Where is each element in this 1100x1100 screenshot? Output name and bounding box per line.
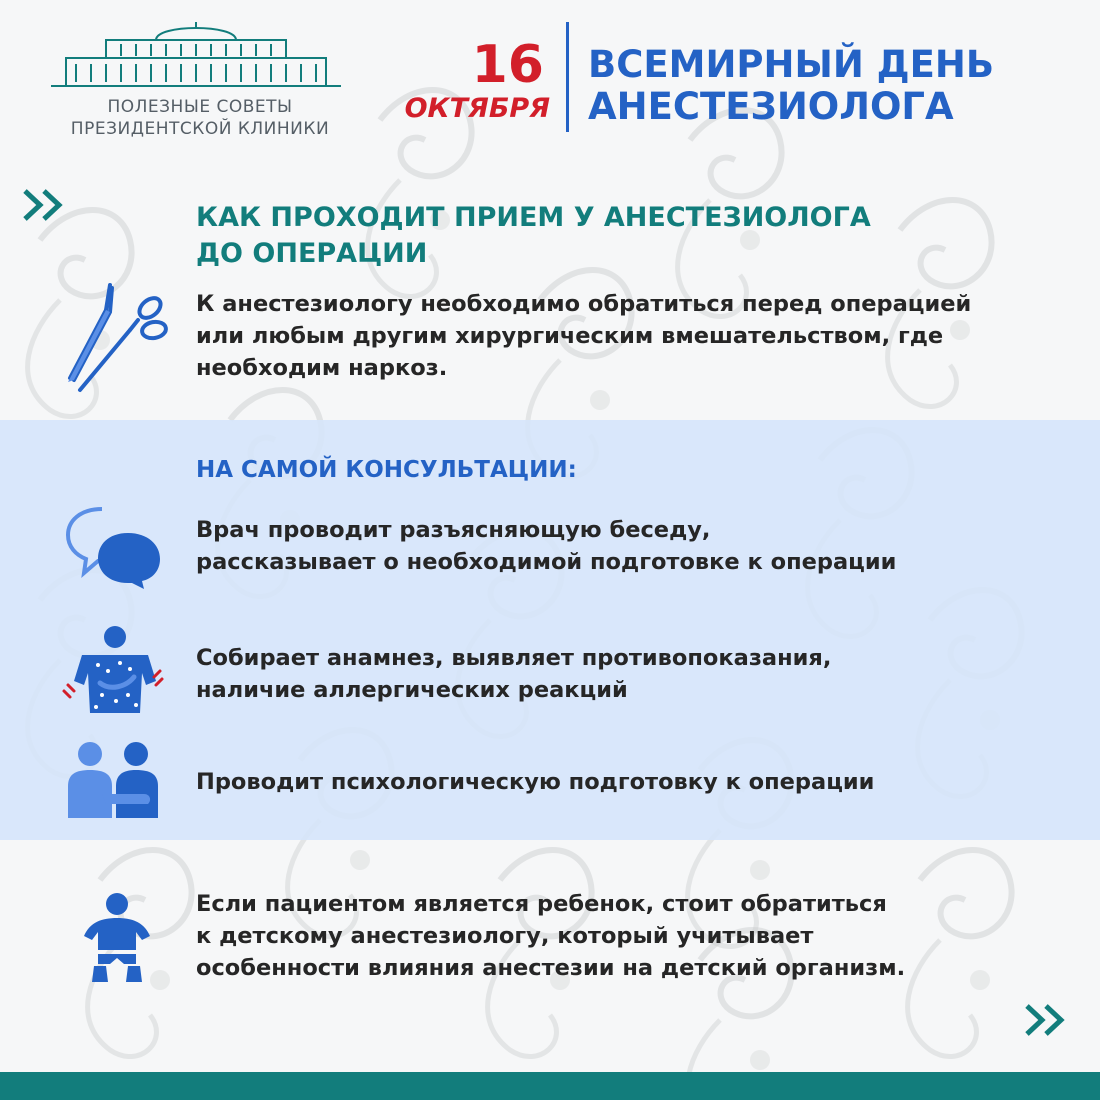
double-chevron-icon: [20, 185, 70, 225]
consultation-heading: НА САМОЙ КОНСУЛЬТАЦИИ:: [196, 457, 577, 483]
building-logo-icon: [46, 18, 346, 90]
next-chevron-icon[interactable]: [1022, 1000, 1072, 1040]
allergy-person-icon: [60, 625, 165, 715]
consultation-item-2: Собирает анамнез, выявляет противопоказания, наличие аллергических реакций: [196, 645, 832, 703]
support-people-icon: [62, 740, 162, 820]
bottom-bar: [0, 1072, 1100, 1100]
clinic-name-line-1: ПОЛЕЗНЫЕ СОВЕТЫ: [107, 97, 293, 117]
consultation-item-1: Врач проводит разъясняющую беседу, рассказывает о необходимой подготовке к операции: [196, 517, 897, 575]
section-heading: КАК ПРОХОДИТ ПРИЕМ У АНЕСТЕЗИОЛОГА ДО ОПЕРАЦИИ: [196, 202, 871, 269]
header-divider: [566, 22, 569, 132]
chat-bubbles-icon: [64, 505, 164, 590]
date-month: ОКТЯБРЯ: [404, 93, 550, 124]
child-note-text: Если пациентом является ребенок, стоит обратиться к детскому анестезиологу, который учитывает особенности влияния анестезии на детский организм.: [196, 891, 906, 981]
baby-icon: [80, 892, 155, 987]
intro-text: К анестезиологу необходимо обратиться перед операцией или любым другим хирургическим вмешательством, где необходим наркоз.: [196, 291, 972, 381]
clinic-name-line-2: ПРЕЗИДЕНТСКОЙ КЛИНИКИ: [70, 119, 330, 139]
event-date: [375, 35, 550, 126]
clinic-logo: [40, 18, 360, 140]
scalpel-scissors-icon: [60, 280, 175, 395]
event-title: ВСЕМИРНЫЙ ДЕНЬ АНЕСТЕЗИОЛОГА: [588, 43, 995, 128]
date-day: 16: [471, 35, 544, 95]
consultation-item-3: Проводит психологическую подготовку к операции: [196, 769, 875, 795]
